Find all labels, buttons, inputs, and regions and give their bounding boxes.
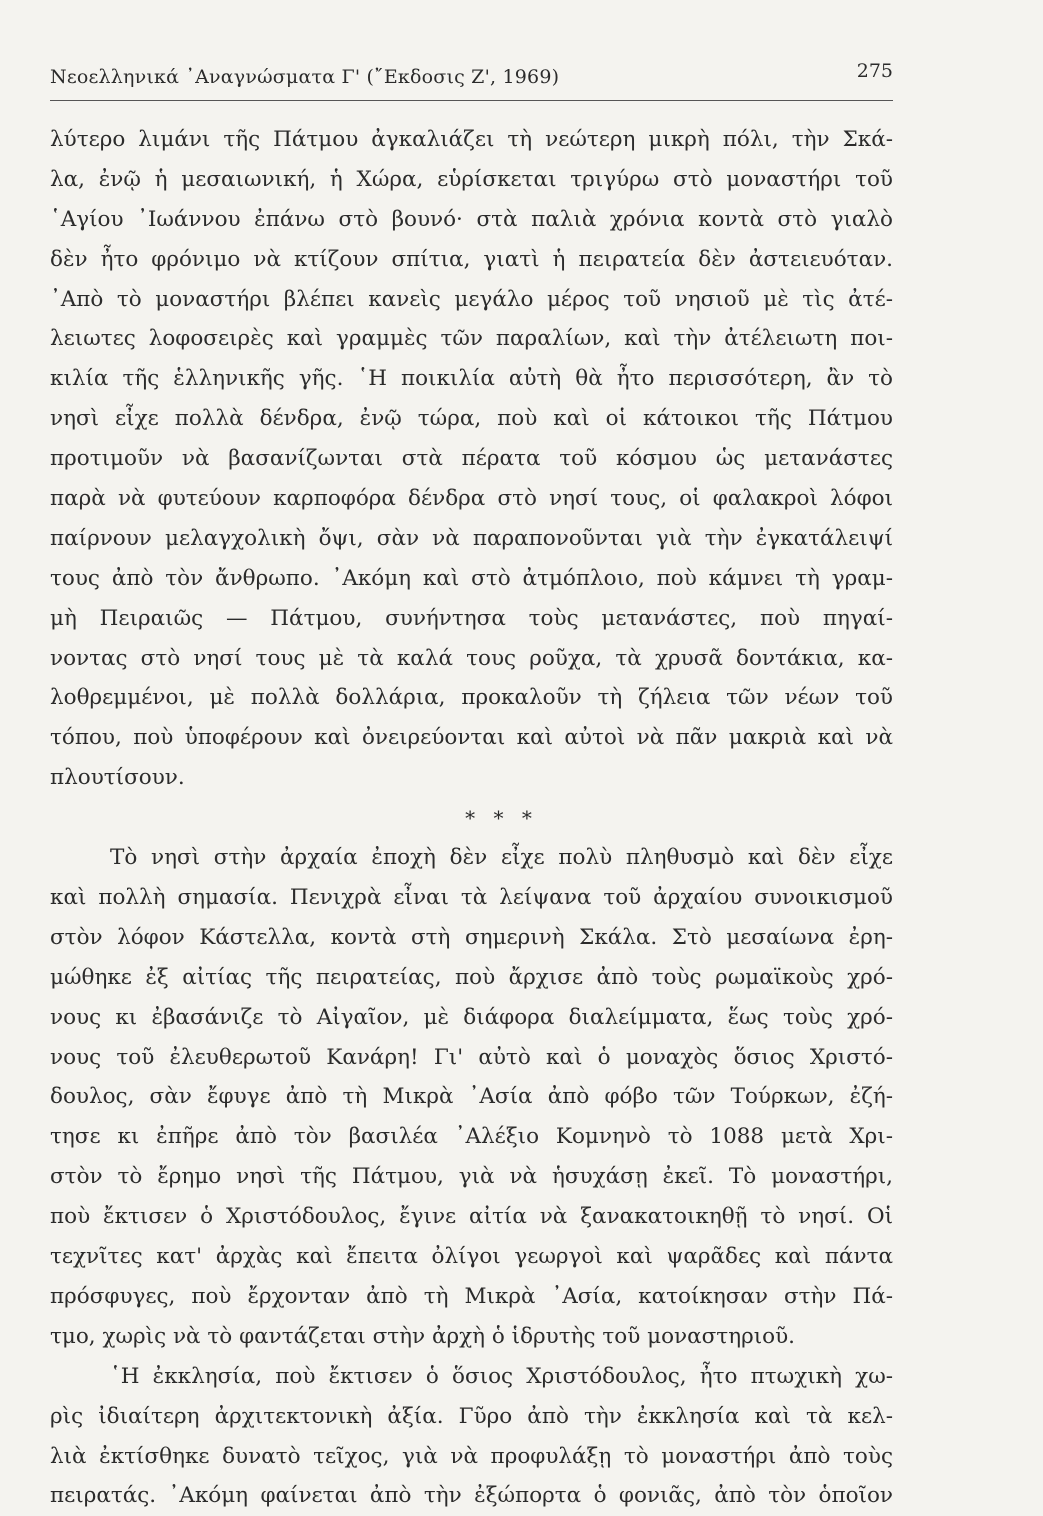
text-line: καὶ πολλὴ σημασία. Πενιχρὰ εἶναι τὰ λείψανα τοῦ ἀρχαίου συνοικισμοῦ bbox=[50, 885, 893, 911]
text-line: τόπου, ποὺ ὑποφέρουν καὶ ὀνειρεύονται καὶ αὐτοὶ νὰ πᾶν μακριὰ καὶ νὰ bbox=[50, 725, 893, 751]
paragraph-2 bbox=[50, 838, 893, 1357]
paragraph-1 bbox=[50, 120, 893, 798]
body-text bbox=[50, 120, 893, 1516]
text-line: πρόσφυγες, ποὺ ἔρχονταν ἀπὸ τὴ Μικρὰ ᾿Ασία, κατοίκησαν στὴν Πά- bbox=[50, 1283, 893, 1309]
text-line: μώθηκε ἐξ αἰτίας τῆς πειρατείας, ποὺ ἄρχισε ἀπὸ τοὺς ρωμαϊκοὺς χρό- bbox=[50, 964, 893, 990]
text-line: λα, ἐνῷ ἡ μεσαιωνική, ἡ Χώρα, εὑρίσκεται τριγύρω στὸ μοναστήρι τοῦ bbox=[50, 166, 893, 192]
text-line: τμο, χωρὶς νὰ τὸ φαντάζεται στὴν ἀρχὴ ὁ ἱδρυτὴς τοῦ μοναστηριοῦ. bbox=[50, 1323, 795, 1349]
text-line: τους ἀπὸ τὸν ἄνθρωπο. ᾿Ακόμη καὶ στὸ ἀτμόπλοιο, ποὺ κάμνει τὴ γραμ- bbox=[50, 565, 893, 591]
running-head: Νεοελληνικά ᾿Αναγνώσματα Γ' (῎Εκδοσις Ζ', 1969) bbox=[50, 66, 560, 88]
text-line: νησὶ εἶχε πολλὰ δένδρα, ἐνῷ τώρα, ποὺ καὶ οἱ κάτοικοι τῆς Πάτμου bbox=[50, 406, 893, 432]
text-line: τεχνῖτες κατ' ἀρχὰς καὶ ἔπειτα ὀλίγοι γεωργοὶ καὶ ψαρᾶδες καὶ πάντα bbox=[50, 1244, 893, 1270]
text-line: ῾Η ἐκκλησία, ποὺ ἔκτισεν ὁ ὅσιος Χριστόδουλος, ἦτο πτωχικὴ χω- bbox=[110, 1363, 893, 1389]
text-line: ποὺ ἔκτισεν ὁ Χριστόδουλος, ἔγινε αἰτία νὰ ξανακατοικηθῇ τὸ νησί. Οἱ bbox=[50, 1204, 893, 1230]
text-line: ῾Αγίου ᾿Ιωάννου ἐπάνω στὸ βουνό· στὰ παλιὰ χρόνια κοντὰ στὸ γιαλὸ bbox=[50, 206, 893, 232]
text-line: τησε κι ἐπῆρε ἀπὸ τὸν βασιλέα ᾿Αλέξιο Κομνηνὸ τὸ 1088 μετὰ Χρι- bbox=[50, 1124, 893, 1150]
page-number: 275 bbox=[856, 60, 893, 82]
text-line: δὲν ἦτο φρόνιμο νὰ κτίζουν σπίτια, γιατὶ ἡ πειρατεία δὲν ἀστειευόταν. bbox=[50, 246, 893, 272]
section-separator: * * * bbox=[465, 806, 538, 831]
text-line: λοθρεμμένοι, μὲ πολλὰ δολλάρια, προκαλοῦν τὴ ζήλεια τῶν νέων τοῦ bbox=[50, 685, 893, 711]
text-line: Τὸ νησὶ στὴν ἀρχαία ἐποχὴ δὲν εἶχε πολὺ πληθυσμὸ καὶ δὲν εἶχε bbox=[110, 845, 893, 871]
text-line: στὸν τὸ ἔρημο νησὶ τῆς Πάτμου, γιὰ νὰ ἡσυχάσῃ ἐκεῖ. Τὸ μοναστήρι, bbox=[50, 1164, 893, 1190]
text-line: πειρατάς. ᾿Ακόμη φαίνεται ἀπὸ τὴν ἐξώπορτα ὁ φονιᾶς, ἀπὸ τὸν ὁποῖον bbox=[50, 1483, 893, 1509]
text-line: λειωτες λοφοσειρὲς καὶ γραμμὲς τῶν παραλίων, καὶ τὴν ἀτέλειωτη ποι- bbox=[50, 326, 893, 352]
text-line: ρὶς ἰδιαίτερη ἀρχιτεκτονικὴ ἀξία. Γῦρο ἀπὸ τὴν ἐκκλησία καὶ τὰ κελ- bbox=[50, 1403, 893, 1429]
text-line: λιὰ ἐκτίσθηκε δυνατὸ τεῖχος, γιὰ νὰ προφυλάξῃ τὸ μοναστήρι ἀπὸ τοὺς bbox=[50, 1443, 893, 1469]
text-line: νοντας στὸ νησί τους μὲ τὰ καλά τους ροῦχα, τὰ χρυσᾶ δοντάκια, κα- bbox=[50, 645, 893, 671]
text-line: δουλος, σὰν ἔφυγε ἀπὸ τὴ Μικρὰ ᾿Ασία ἀπὸ φόβο τῶν Τούρκων, ἐζή- bbox=[50, 1084, 893, 1110]
page-header bbox=[50, 60, 893, 101]
text-line: λύτερο λιμάνι τῆς Πάτμου ἀγκαλιάζει τὴ νεώτερη μικρὴ πόλι, τὴν Σκά- bbox=[50, 127, 893, 152]
text-line: παρὰ νὰ φυτεύουν καρποφόρα δένδρα στὸ νησί τους, οἱ φαλακροὶ λόφοι bbox=[50, 486, 893, 512]
text-line: ᾿Απὸ τὸ μοναστήρι βλέπει κανεὶς μεγάλο μέρος τοῦ νησιοῦ μὲ τὶς ἀτέ- bbox=[50, 286, 893, 312]
paragraph-3 bbox=[50, 1357, 893, 1516]
text-line: μὴ Πειραιῶς — Πάτμου, συνήντησα τοὺς μετανάστες, ποὺ πηγαί- bbox=[50, 605, 893, 631]
text-line: κιλία τῆς ἑλληνικῆς γῆς. ῾Η ποικιλία αὐτὴ θὰ ἦτο περισσότερη, ἂν τὸ bbox=[50, 366, 893, 392]
text-line: νους κι ἐβασάνιζε τὸ Αἰγαῖον, μὲ διάφορα διαλείμματα, ἕως τοὺς χρό- bbox=[50, 1004, 893, 1030]
text-line: πλουτίσουν. bbox=[50, 765, 185, 791]
text-line: παίρνουν μελαγχολικὴ ὄψι, σὰν νὰ παραπονοῦνται γιὰ τὴν ἐγκατάλειψί bbox=[50, 525, 893, 551]
text-line: προτιμοῦν νὰ βασανίζωνται στὰ πέρατα τοῦ κόσμου ὡς μετανάστες bbox=[50, 446, 893, 472]
text-line: νους τοῦ ἐλευθερωτοῦ Κανάρη! Γι' αὐτὸ καὶ ὁ μοναχὸς ὅσιος Χριστό- bbox=[50, 1044, 893, 1070]
text-line: στὸν λόφον Κάστελλα, κοντὰ στὴ σημερινὴ Σκάλα. Στὸ μεσαίωνα ἐρη- bbox=[50, 924, 893, 950]
